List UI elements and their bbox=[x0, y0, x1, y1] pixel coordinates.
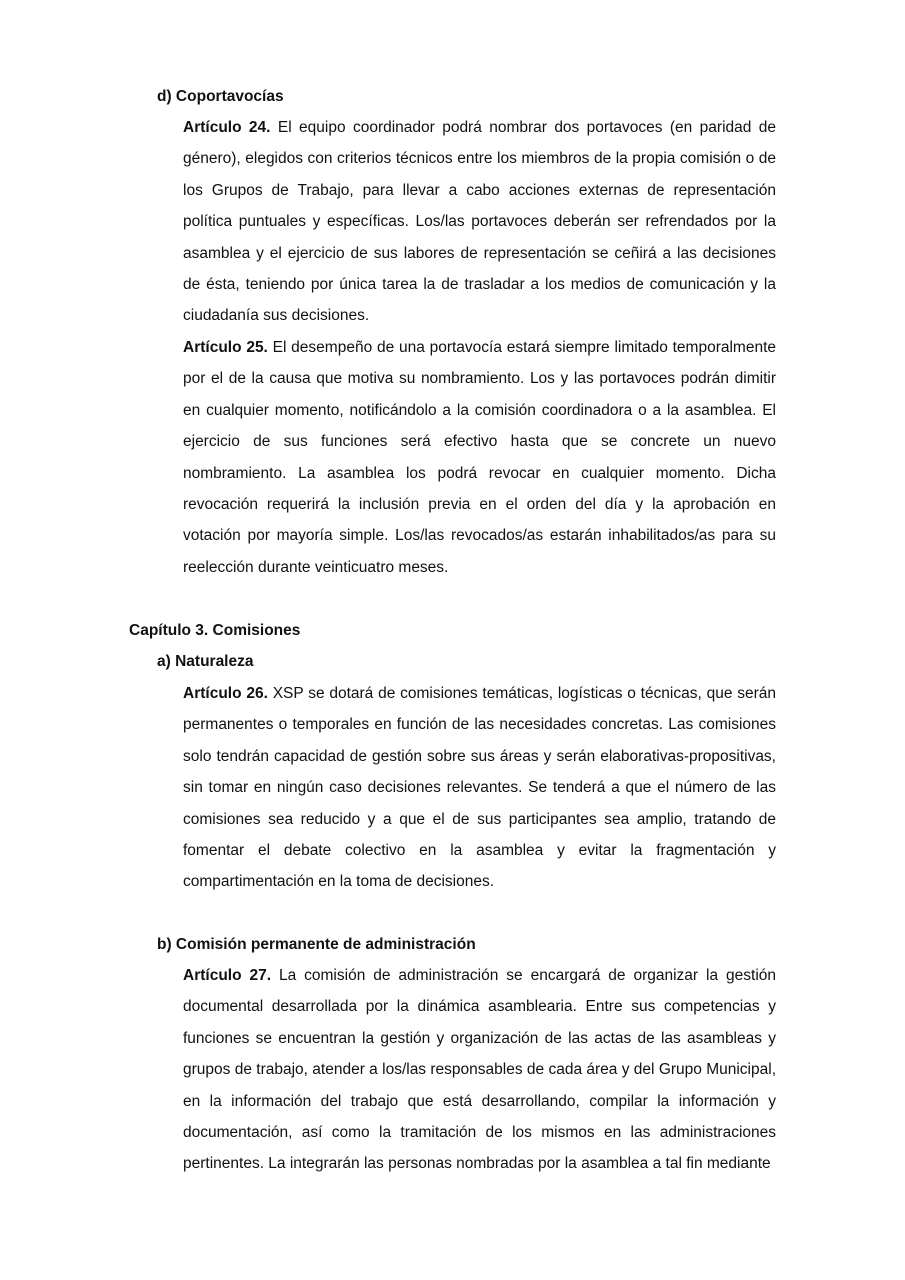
section-heading-coportavocias: d) Coportavocías bbox=[157, 88, 284, 105]
article-24-text: El equipo coordinador podrá nombrar dos portavoces (en paridad de género), elegidos con criterios técnicos entre los miembros de la propia comisión o de los Grupos de Trabajo, para llevar a cabo acciones externas de representación política puntuales y específicas. Los/las portavoces deberán ser refrendados por la asamblea y el ejercicio de sus labores de representación se ceñirá a las decisiones de ésta, teniendo por única tarea la de trasladar a los medios de comunicación y la ciudadanía sus decisiones. bbox=[183, 119, 776, 325]
article-26-text: XSP se dotará de comisiones temáticas, logísticas o técnicas, que serán permanentes o temporales en función de las necesidades concretas. Las comisiones solo tendrán capacidad de gestión sobre sus áreas y serán elaborativas-propositivas, sin tomar en ningún caso decisiones relevantes. Se tenderá a que el número de las comisiones sea reducido y a que el de sus participantes sea amplio, tratando de fomentar el debate colectivo en la asamblea y evitar la fragmentación y compartimentación en la toma de decisiones. bbox=[183, 685, 776, 891]
article-25 bbox=[183, 332, 776, 583]
article-26 bbox=[183, 678, 776, 898]
article-27-text: La comisión de administración se encargará de organizar la gestión documental desarrollada por la dinámica asamblearia. Entre sus competencias y funciones se encuentran la gestión y organización de las actas de las asambleas y grupos de trabajo, atender a los/las responsables de cada área y del Grupo Municipal, en la información del trabajo que está desarrollando, compilar la información y documentación, así como la tramitación de los mismos en las administraciones pertinentes. La integrarán las personas nombradas por la asamblea a tal fin mediante bbox=[183, 967, 776, 1173]
article-27-label: Artículo 27. bbox=[183, 967, 272, 984]
article-27 bbox=[183, 960, 776, 1180]
section-heading-administracion: b) Comisión permanente de administración bbox=[157, 936, 476, 953]
article-24-label: Artículo 24. bbox=[183, 119, 271, 136]
article-26-label: Artículo 26. bbox=[183, 685, 268, 702]
article-25-text: El desempeño de una portavocía estará siempre limitado temporalmente por el de la causa que motiva su nombramiento. Los y las portavoces podrán dimitir en cualquier momento, notificándolo a la comisión coordinadora o a la asamblea. El ejercicio de sus funciones será efectivo hasta que se concrete un nuevo nombramiento. La asamblea los podrá revocar en cualquier momento. Dicha revocación requerirá la inclusión previa en el orden del día y la aprobación en votación por mayoría simple. Los/las revocados/as estarán inhabilitados/as para su reelección durante veinticuatro meses. bbox=[183, 339, 776, 576]
chapter-heading: Capítulo 3. Comisiones bbox=[129, 622, 301, 639]
article-24 bbox=[183, 112, 776, 332]
article-25-label: Artículo 25. bbox=[183, 339, 268, 356]
section-heading-naturaleza: a) Naturaleza bbox=[157, 653, 254, 670]
